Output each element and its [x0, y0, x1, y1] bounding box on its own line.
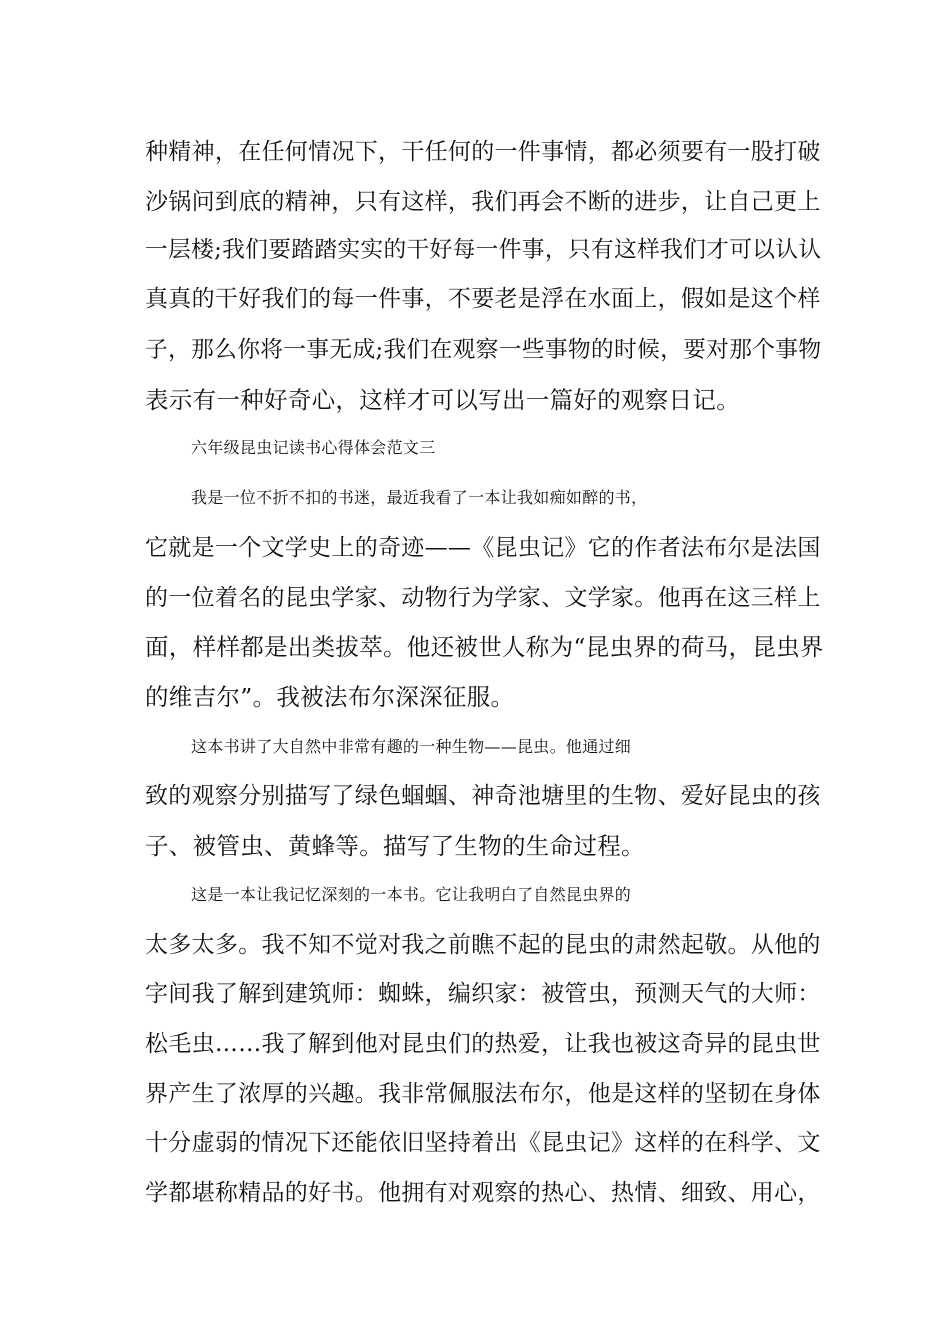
- text-line: 致的观察分别描写了绿色蝈蝈、神奇池塘里的生物、爱好昆虫的孩: [145, 783, 821, 809]
- text-line: 我是一位不折不扣的书迷，最近我看了一本让我如痴如醉的书，: [191, 488, 648, 507]
- text-line: 松毛虫……我了解到他对昆虫们的热爱，让我也被这奇异的昆虫世: [145, 1031, 821, 1057]
- text-line: 面，样样都是出类拔萃。他还被世人称为“昆虫界的荷马，昆虫界: [145, 633, 824, 661]
- text-line: 字间我了解到建筑师：蜘蛛，编织家：被管虫，预测天气的大师：: [145, 981, 821, 1007]
- text-line: 子、被管虫、黄蜂等。描写了生物的生命过程。: [145, 832, 645, 860]
- text-line: 这本书讲了大自然中非常有趣的一种生物——昆虫。他通过细: [191, 737, 632, 756]
- section-heading: 六年级昆虫记读书心得体会范文三: [191, 438, 436, 457]
- text-line: 界产生了浓厚的兴趣。我非常佩服法布尔，他是这样的坚韧在身体: [145, 1081, 821, 1107]
- text-line: 一层楼;我们要踏踏实实的干好每一件事，只有这样我们才可以认认: [145, 237, 822, 263]
- text-line: 的维吉尔”。我被法布尔深深征服。: [145, 683, 515, 711]
- text-line: 学都堪称精品的好书。他拥有对观察的热心、热情、细致、用心，: [145, 1180, 821, 1206]
- text-line: 种精神，在任何情况下，干任何的一件事情，都必须要有一股打破: [145, 139, 821, 165]
- text-line: 真真的干好我们的每一件事，不要老是浮在水面上，假如是这个样: [145, 286, 821, 312]
- text-line: 这是一本让我记忆深刻的一本书。它让我明白了自然昆虫界的: [191, 885, 632, 904]
- text-line: 子，那么你将一事无成;我们在观察一些事物的时候，要对那个事物: [145, 337, 822, 363]
- text-line: 沙锅问到底的精神，只有这样，我们再会不断的进步，让自己更上: [145, 189, 821, 215]
- text-line: 它就是一个文学史上的奇迹——《昆虫记》它的作者法布尔是法国: [145, 535, 821, 561]
- text-line: 十分虚弱的情况下还能依旧坚持着出《昆虫记》这样的在科学、文: [145, 1130, 821, 1156]
- text-line: 的一位着名的昆虫学家、动物行为学家、文学家。他再在这三样上: [145, 585, 821, 611]
- text-line: 太多太多。我不知不觉对我之前瞧不起的昆虫的肃然起敬。从他的: [145, 932, 821, 958]
- text-line: 表示有一种好奇心，这样才可以写出一篇好的观察日记。: [145, 386, 740, 414]
